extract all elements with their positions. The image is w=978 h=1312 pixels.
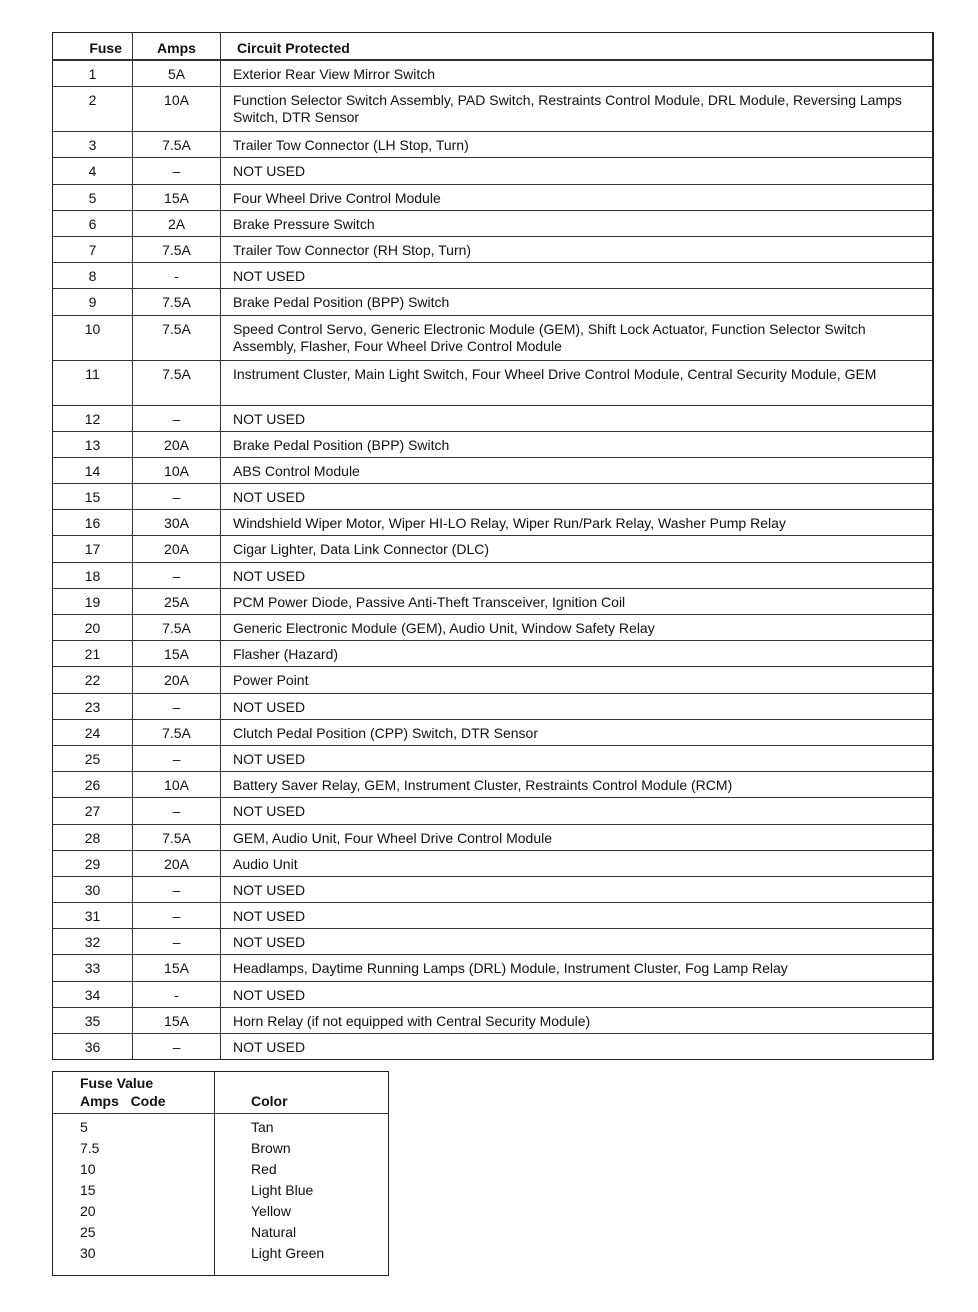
legend-color: Tan: [251, 1119, 274, 1135]
table-row: [53, 236, 932, 262]
table-row: [53, 719, 932, 745]
fuse-number: 19: [53, 589, 133, 614]
fuse-number: 8: [53, 263, 133, 288]
legend-amps: 25: [80, 1224, 96, 1240]
fuse-amps: 7.5A: [133, 289, 221, 314]
table-row: [53, 535, 932, 561]
fuse-number: 28: [53, 825, 133, 850]
table-row: [53, 483, 932, 509]
table-row: [53, 588, 932, 614]
circuit-protected: Windshield Wiper Motor, Wiper HI-LO Relay, Wiper Run/Park Relay, Washer Pump Relay: [233, 515, 786, 532]
fuse-amps: 5A: [133, 61, 221, 86]
table-row: [53, 210, 932, 236]
circuit-protected: Brake Pressure Switch: [233, 215, 375, 232]
fuse-amps: 7.5A: [133, 720, 221, 745]
table-row: [53, 60, 932, 86]
legend-color: Light Blue: [251, 1182, 314, 1198]
list-item: [53, 1224, 388, 1245]
fuse-number: 26: [53, 772, 133, 797]
fuse-number: 15: [53, 484, 133, 509]
table-row: [53, 457, 932, 483]
table-row: [53, 824, 932, 850]
table-row: [53, 850, 932, 876]
legend-amps: 7.5: [80, 1140, 100, 1156]
table-row: [53, 360, 932, 405]
fuse-number: 30: [53, 877, 133, 902]
fuse-table-header: [53, 33, 932, 60]
circuit-protected: Power Point: [233, 672, 309, 689]
legend-amps: 20: [80, 1203, 96, 1219]
circuit-protected: NOT USED: [233, 268, 306, 285]
fuse-amps: 7.5A: [133, 825, 221, 850]
legend-header-color: Color: [251, 1093, 288, 1109]
table-row: [53, 262, 932, 288]
table-row: [53, 614, 932, 640]
table-row: [53, 431, 932, 457]
table-row: [53, 693, 932, 719]
fuse-amps: –: [133, 746, 221, 771]
fuse-number: 12: [53, 406, 133, 431]
circuit-protected: Generic Electronic Module (GEM), Audio Unit, Window Safety Relay: [233, 620, 655, 636]
circuit-protected: NOT USED: [233, 908, 306, 925]
fuse-color-legend: [52, 1071, 389, 1276]
fuse-number: 21: [53, 641, 133, 666]
circuit-protected: NOT USED: [233, 881, 306, 898]
fuse-amps: 10A: [133, 458, 221, 483]
fuse-number: 31: [53, 903, 133, 928]
fuse-number: 1: [53, 61, 133, 86]
fuse-number: 7: [53, 237, 133, 262]
fuse-amps: –: [133, 903, 221, 928]
list-item: [53, 1140, 388, 1161]
fuse-number: 33: [53, 955, 133, 980]
circuit-protected: Exterior Rear View Mirror Switch: [233, 66, 436, 82]
fuse-amps: –: [133, 563, 221, 588]
table-row: [53, 797, 932, 823]
fuse-amps: 7.5A: [133, 316, 221, 360]
fuse-amps: 7.5A: [133, 237, 221, 262]
table-row: [53, 157, 932, 183]
header-amps: Amps: [133, 33, 221, 59]
fuse-number: 20: [53, 615, 133, 640]
fuse-number: 18: [53, 563, 133, 588]
circuit-protected: Trailer Tow Connector (LH Stop, Turn): [233, 137, 469, 154]
circuit-protected: Horn Relay (if not equipped with Central Security Module): [233, 1012, 591, 1029]
fuse-number: 11: [53, 361, 133, 405]
circuit-protected: NOT USED: [233, 698, 306, 715]
fuse-amps: 20A: [133, 536, 221, 561]
legend-amps: 15: [80, 1182, 96, 1198]
table-row: [53, 640, 932, 666]
circuit-protected: Clutch Pedal Position (CPP) Switch, DTR Sensor: [233, 724, 538, 741]
fuse-number: 35: [53, 1008, 133, 1033]
fuse-amps: 15A: [133, 185, 221, 210]
header-circuit-protected: Circuit Protected: [237, 40, 350, 56]
circuit-protected: Trailer Tow Connector (RH Stop, Turn): [233, 241, 472, 258]
list-item: [53, 1161, 388, 1182]
fuse-number: 4: [53, 158, 133, 183]
fuse-number: 32: [53, 929, 133, 954]
circuit-protected: NOT USED: [233, 750, 306, 767]
fuse-number: 24: [53, 720, 133, 745]
circuit-protected: NOT USED: [233, 1039, 306, 1055]
fuse-number: 23: [53, 694, 133, 719]
table-row: [53, 928, 932, 954]
table-row: [53, 666, 932, 692]
circuit-protected: Function Selector Switch Assembly, PAD Switch, Restraints Control Module, DRL Module, Reversing Lamps Switch, DTR Sensor: [233, 92, 902, 126]
table-row: [53, 876, 932, 902]
circuit-protected: Audio Unit: [233, 855, 298, 872]
fuse-number: 29: [53, 851, 133, 876]
fuse-number: 36: [53, 1034, 133, 1059]
fuse-amps: –: [133, 406, 221, 431]
fuse-number: 22: [53, 667, 133, 692]
fuse-amps: –: [133, 694, 221, 719]
fuse-number: 14: [53, 458, 133, 483]
circuit-protected: ABS Control Module: [233, 462, 360, 479]
table-row: [53, 902, 932, 928]
fuse-amps: 10A: [133, 772, 221, 797]
fuse-amps: 7.5A: [133, 132, 221, 157]
table-row: [53, 981, 932, 1007]
fuse-number: 13: [53, 432, 133, 457]
list-item: [53, 1245, 388, 1266]
circuit-protected: Cigar Lighter, Data Link Connector (DLC): [233, 541, 490, 558]
fuse-number: 6: [53, 211, 133, 236]
fuse-amps: -: [133, 263, 221, 288]
table-row: [53, 288, 932, 314]
table-row: [53, 745, 932, 771]
fuse-number: 9: [53, 289, 133, 314]
fuse-amps: –: [133, 484, 221, 509]
circuit-protected: NOT USED: [233, 934, 306, 951]
legend-color: Natural: [251, 1224, 297, 1240]
legend-color: Brown: [251, 1140, 291, 1156]
table-row: [53, 405, 932, 431]
legend-color: Yellow: [251, 1203, 291, 1219]
circuit-protected: GEM, Audio Unit, Four Wheel Drive Control Module: [233, 829, 553, 846]
circuit-protected: NOT USED: [233, 410, 306, 427]
table-row: [53, 954, 932, 980]
fuse-amps: 2A: [133, 211, 221, 236]
circuit-protected: NOT USED: [233, 986, 306, 1003]
circuit-protected: Speed Control Servo, Generic Electronic Module (GEM), Shift Lock Actuator, Function Selector Switch Assembly, Flasher, Four Wheel Drive Control Module: [233, 320, 866, 354]
legend-color: Light Green: [251, 1245, 325, 1261]
table-row: [53, 86, 932, 131]
circuit-protected: Brake Pedal Position (BPP) Switch: [233, 294, 450, 311]
fuse-amps: –: [133, 877, 221, 902]
fuse-number: 2: [53, 87, 133, 131]
circuit-protected: NOT USED: [233, 489, 306, 506]
fuse-table: [52, 32, 934, 1060]
header-fuse: Fuse: [53, 33, 133, 59]
fuse-amps: 15A: [133, 1008, 221, 1033]
fuse-number: 10: [53, 316, 133, 360]
fuse-amps: 25A: [133, 589, 221, 614]
legend-header-amps-code: Amps Code: [80, 1093, 166, 1109]
fuse-amps: 10A: [133, 87, 221, 131]
circuit-protected: Headlamps, Daytime Running Lamps (DRL) Module, Instrument Cluster, Fog Lamp Relay: [233, 960, 788, 977]
legend-amps: 5: [80, 1119, 88, 1135]
table-row: [53, 131, 932, 157]
fuse-table-body: [53, 60, 932, 1059]
fuse-amps: 20A: [133, 667, 221, 692]
list-item: [53, 1203, 388, 1224]
table-row: [53, 562, 932, 588]
fuse-amps: 20A: [133, 432, 221, 457]
circuit-protected: PCM Power Diode, Passive Anti-Theft Transceiver, Ignition Coil: [233, 593, 626, 610]
fuse-amps: 7.5A: [133, 361, 221, 405]
fuse-number: 3: [53, 132, 133, 157]
circuit-protected: NOT USED: [233, 803, 306, 820]
fuse-amps: 30A: [133, 510, 221, 535]
fuse-number: 34: [53, 982, 133, 1007]
table-row: [53, 771, 932, 797]
circuit-protected: Brake Pedal Position (BPP) Switch: [233, 436, 450, 453]
legend-amps: 30: [80, 1245, 96, 1261]
table-row: [53, 184, 932, 210]
table-row: [53, 509, 932, 535]
legend-color: Red: [251, 1161, 277, 1177]
fuse-number: 17: [53, 536, 133, 561]
fuse-number: 25: [53, 746, 133, 771]
legend-header-fuse-value: Fuse Value: [80, 1075, 154, 1091]
fuse-amps: -: [133, 982, 221, 1007]
circuit-protected: Flasher (Hazard): [233, 646, 339, 663]
fuse-amps: –: [133, 798, 221, 823]
legend-amps: 10: [80, 1161, 96, 1177]
fuse-number: 16: [53, 510, 133, 535]
fuse-amps: 7.5A: [133, 615, 221, 640]
legend-header-divider: [53, 1113, 388, 1114]
list-item: [53, 1182, 388, 1203]
fuse-number: 27: [53, 798, 133, 823]
circuit-protected: Instrument Cluster, Main Light Switch, Four Wheel Drive Control Module, Central Security Module, GEM: [233, 365, 877, 382]
fuse-amps: 15A: [133, 641, 221, 666]
fuse-number: 5: [53, 185, 133, 210]
table-row: [53, 1007, 932, 1033]
circuit-protected: Four Wheel Drive Control Module: [233, 189, 441, 206]
table-row: [53, 315, 932, 360]
fuse-amps: 15A: [133, 955, 221, 980]
circuit-protected: NOT USED: [233, 163, 306, 180]
fuse-amps: –: [133, 929, 221, 954]
circuit-protected: Battery Saver Relay, GEM, Instrument Cluster, Restraints Control Module (RCM): [233, 777, 733, 794]
fuse-amps: –: [133, 158, 221, 183]
list-item: [53, 1119, 388, 1140]
fuse-amps: 20A: [133, 851, 221, 876]
table-row: [53, 1033, 932, 1059]
circuit-protected: NOT USED: [233, 567, 306, 584]
fuse-amps: –: [133, 1034, 221, 1059]
